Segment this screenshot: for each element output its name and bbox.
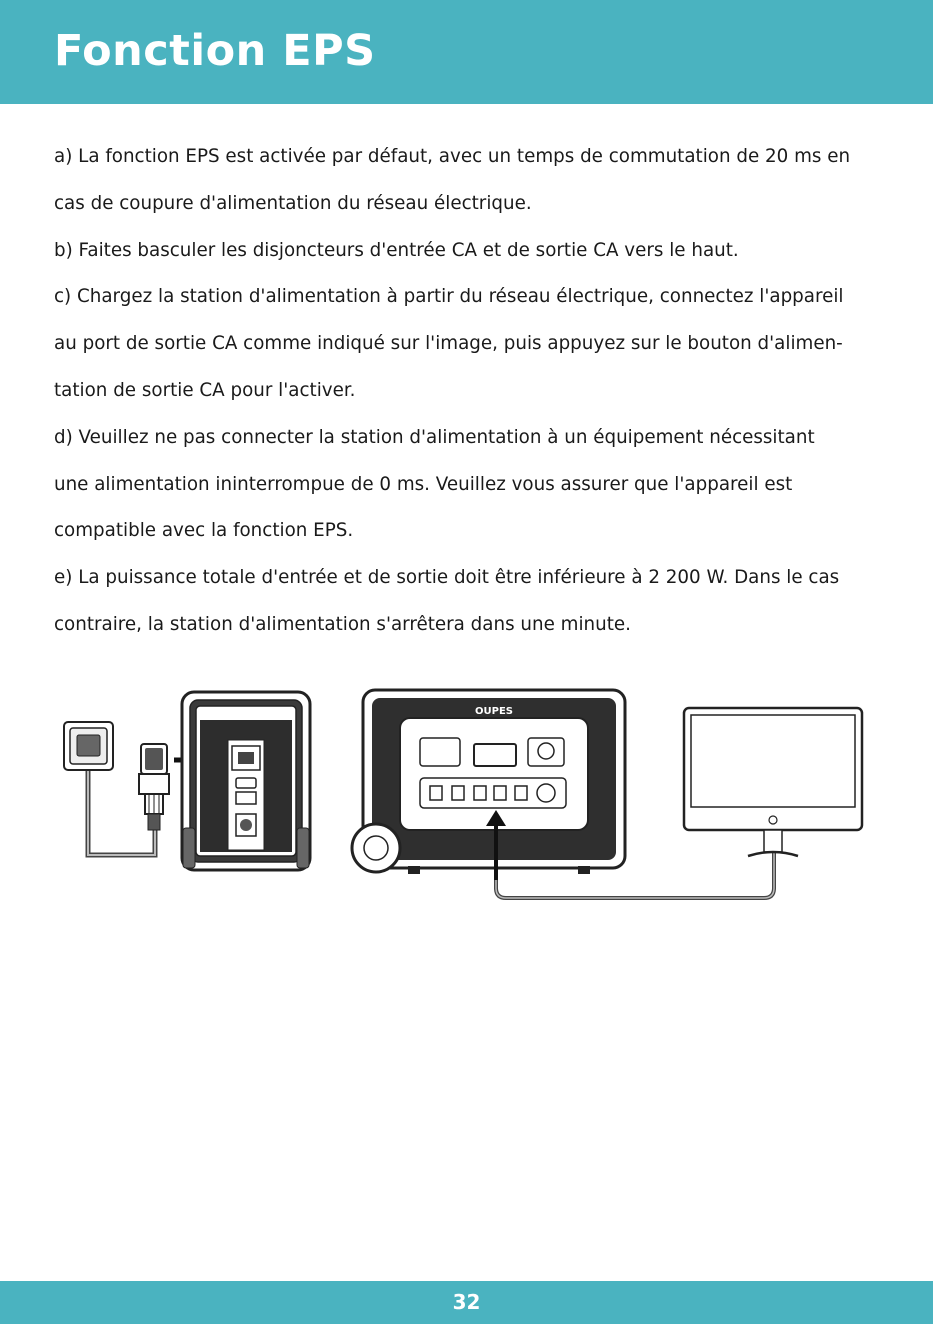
text-line: e) La puissance totale d'entrée et de sortie doit être inférieure à 2 200 W. Dans le cas <box>54 567 840 589</box>
text-line: une alimentation ininterrompue de 0 ms. Veuillez vous assurer que l'appareil est <box>54 473 793 495</box>
wall-outlet-icon <box>64 722 113 770</box>
footer-bar <box>0 1281 933 1324</box>
text-line: b) Faites basculer les disjoncteurs d'entrée CA et de sortie CA vers le haut. <box>54 239 739 261</box>
monitor-icon <box>684 708 862 856</box>
text-line: c) Chargez la station d'alimentation à partir du réseau électrique, connectez l'appareil <box>54 286 844 308</box>
text-line: tation de sortie CA pour l'activer. <box>54 379 356 401</box>
text-line: d) Veuillez ne pas connecter la station d'alimentation à un équipement nécessitant <box>54 426 815 448</box>
power-station-front-icon <box>352 690 625 874</box>
ac-plug-icon <box>139 744 169 830</box>
brand-logo: OUPES <box>475 706 513 717</box>
page-number: 32 <box>452 1290 481 1314</box>
title-banner <box>0 0 933 104</box>
text-line: compatible avec la fonction EPS. <box>54 520 354 542</box>
page-title: Fonction EPS <box>54 26 376 76</box>
instructions-text <box>54 134 894 649</box>
text-line: au port de sortie CA comme indiqué sur l'image, puis appuyez sur le bouton d'alimen- <box>54 333 843 355</box>
power-station-rear-icon <box>182 692 310 870</box>
text-line: cas de coupure d'alimentation du réseau électrique. <box>54 192 532 214</box>
text-line: a) La fonction EPS est activée par défaut, avec un temps de commutation de 20 ms en <box>54 146 851 167</box>
text-line: contraire, la station d'alimentation s'arrêtera dans une minute. <box>54 613 631 635</box>
eps-connection-illustration <box>0 680 933 910</box>
